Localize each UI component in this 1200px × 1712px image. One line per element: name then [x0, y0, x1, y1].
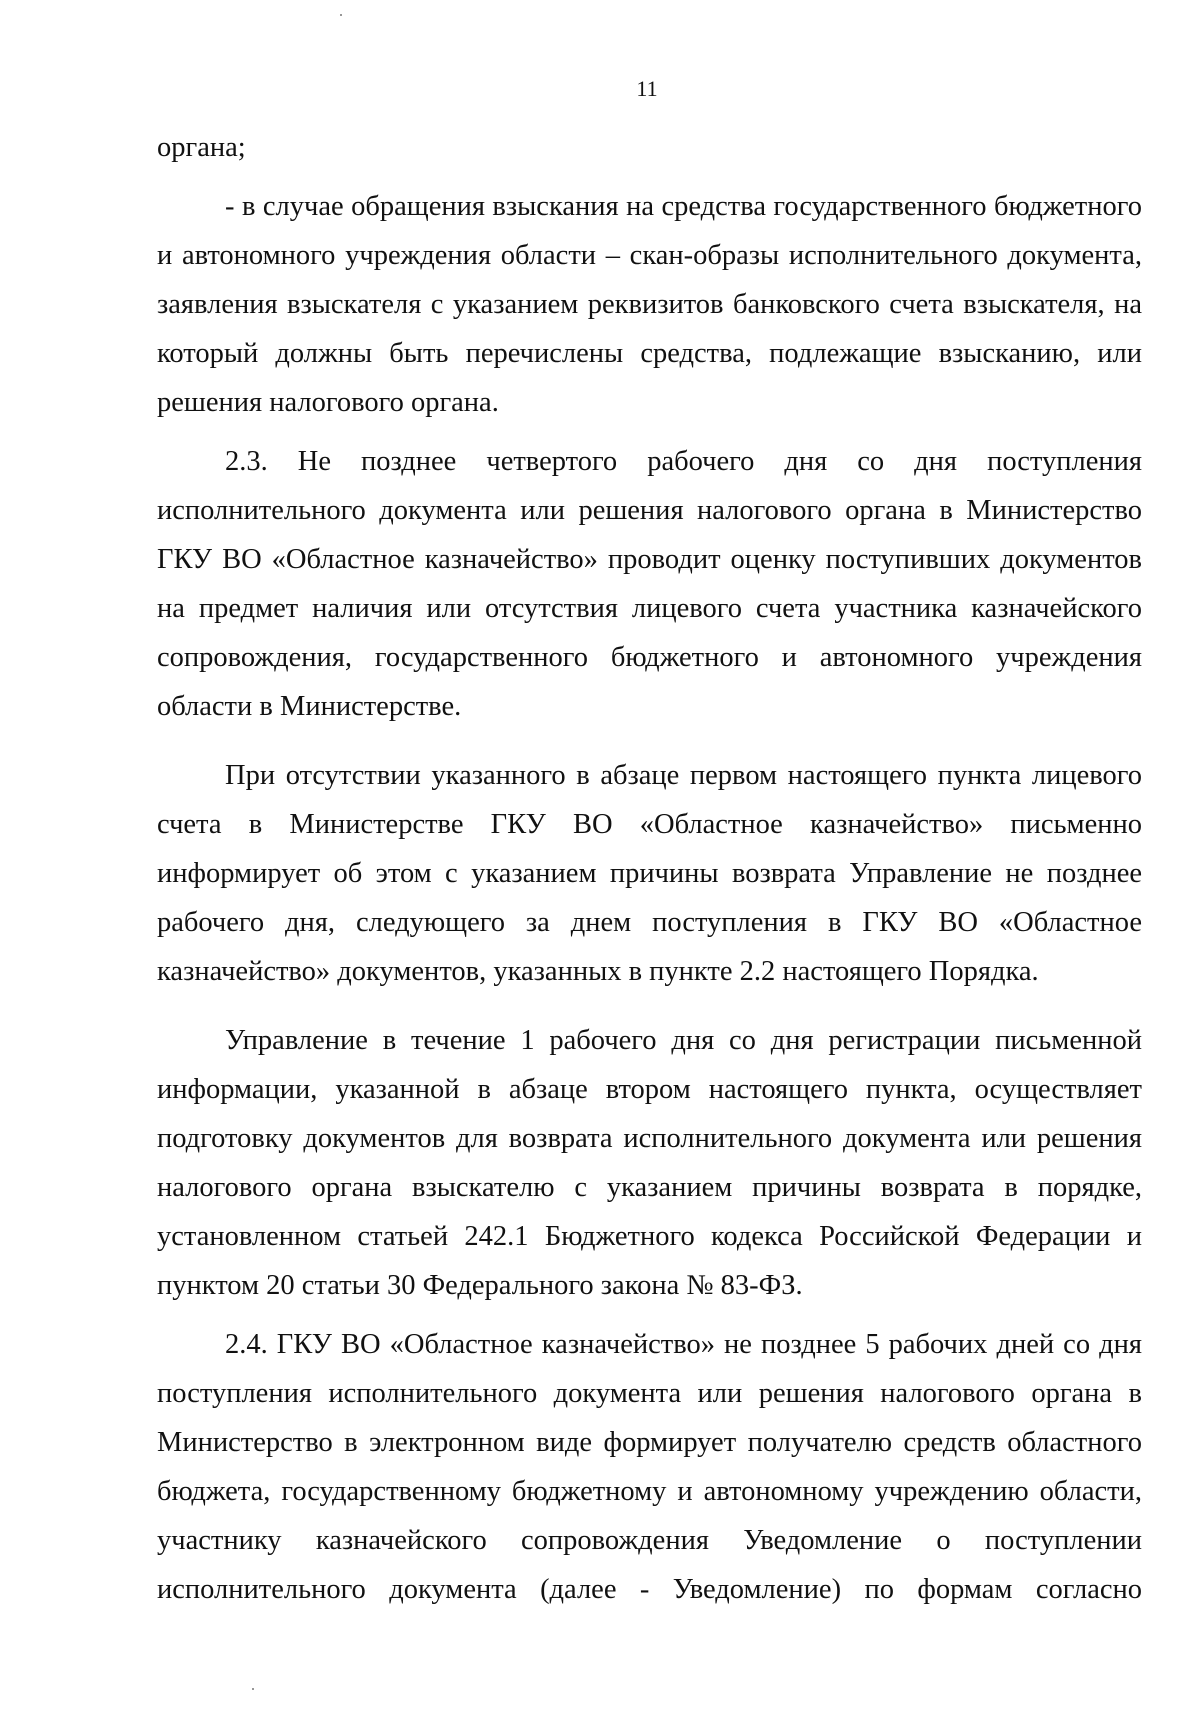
paragraph-organ-end: органа; — [157, 132, 246, 163]
paragraph-2-3: 2.3. Не позднее четвертого рабочего дня со дня поступления исполнительного документа или решения налогового органа в Министерство ГКУ ВО «Областное казначейство» проводит оценку поступивших документов на предмет наличия или отсутствия лицевого счета участника казначейского сопровождения, государственного бюджетного и автономного учреждения области в Министерстве. — [157, 446, 1142, 722]
page-number: 11 — [636, 76, 658, 101]
paragraph-directorate-return: Управление в течение 1 рабочего дня со дня регистрации письменной информации, указанной в абзаце втором настоящего пункта, осуществляет подготовку документов для возврата исполнительного документа или решения налогового органа взыскателю с указанием причины возврата в порядке, установленном статьей 242.1 Бюджетного кодекса Российской Федерации и пунктом 20 статьи 30 Федерального закона № 83-ФЗ. — [157, 1025, 1142, 1301]
paragraph-2-4: 2.4. ГКУ ВО «Областное казначейство» не позднее 5 рабочих дней со дня поступления исполнительного документа или решения налогового органа в Министерство в электронном виде формирует получателю средств областного бюджета, государственному бюджетному и автономному учреждению области, участнику казначейского сопровождения Уведомление о поступлении исполнительного документа (далее - Уведомление) по формам согласно — [157, 1329, 1142, 1605]
scan-speck — [340, 14, 342, 16]
scan-speck — [252, 1688, 254, 1690]
document-body — [157, 123, 1142, 1614]
paragraph-absence-account: При отсутствии указанного в абзаце первом настоящего пункта лицевого счета в Министерстве ГКУ ВО «Областное казначейство» письменно информирует об этом с указанием причины возврата Управление не позднее рабочего дня, следующего за днем поступления в ГКУ ВО «Областное казначейство» документов, указанных в пункте 2.2 настоящего Порядка. — [157, 760, 1142, 987]
paragraph-collection-budget-institution: - в случае обращения взыскания на средства государственного бюджетного и автономного учреждения области – скан-образы исполнительного документа, заявления взыскателя с указанием реквизитов банковского счета взыскателя, на который должны быть перечислены средства, подлежащие взысканию, или решения налогового органа. — [157, 191, 1142, 418]
